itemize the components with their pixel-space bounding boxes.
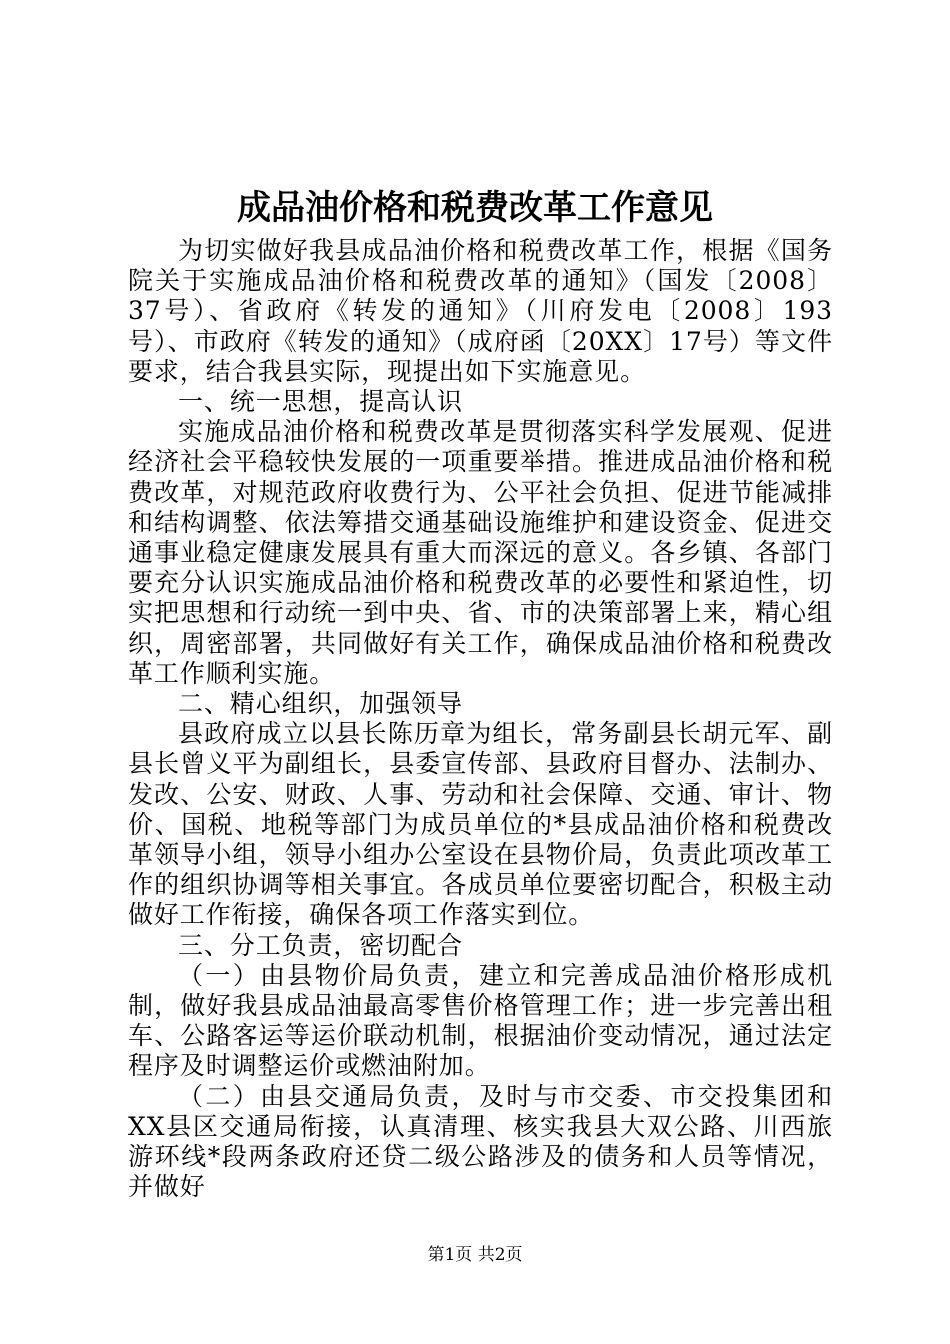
page-footer: 第1页 共2页	[427, 1245, 523, 1265]
document-title: 成品油价格和税费改革工作意见	[237, 188, 713, 228]
paragraph-intro: 为切实做好我县成品油价格和税费改革工作，根据《国务院关于实施成品油价格和税费改革的通知》（国发〔2008〕37号）、省政府《转发的通知》（川府发电〔2008〕193号）、市政府《转发的通知》（成府函〔20XX〕17号）等文件要求，结合我县实际，现提出如下实施意见。	[128, 236, 833, 386]
paragraph-item-2: （二）由县交通局负责，及时与市交委、市交投集团和XX县区交通局衔接，认真清理、核实我县大双公路、川西旅游环线*段两条政府还贷二级公路涉及的债务和人员等情况，并做好	[128, 1081, 833, 1202]
section-heading-2: 二、精心组织，加强领导	[178, 689, 463, 719]
paragraph-section-2: 县政府成立以县长陈历章为组长，常务副县长胡元军、副县长曾义平为副组长，县委宣传部、县政府目督办、法制办、发改、公安、财政、人事、劳动和社会保障、交通、审计、物价、国税、地税等部门为成员单位的*县成品油价格和税费改革领导小组，领导小组办公室设在县物价局，负责此项改革工作的组织协调等相关事宜。各成员单位要密切配合，积极主动做好工作衔接，确保各项工作落实到位。	[128, 719, 833, 930]
document-body	[128, 236, 833, 1203]
section-heading-1: 一、统一思想，提高认识	[178, 387, 463, 417]
paragraph-item-1: （一）由县物价局负责，建立和完善成品油价格形成机制，做好我县成品油最高零售价格管理工作；进一步完善出租车、公路客运等运价联动机制，根据油价变动情况，通过法定程序及时调整运价或燃油附加。	[128, 960, 833, 1081]
paragraph-section-1: 实施成品油价格和税费改革是贯彻落实科学发展观、促进经济社会平稳较快发展的一项重要举措。推进成品油价格和税费改革，对规范政府收费行为、公平社会负担、促进节能减排和结构调整、依法筹措交通基础设施维护和建设资金、促进交通事业稳定健康发展具有重大而深远的意义。各乡镇、各部门要充分认识实施成品油价格和税费改革的必要性和紧迫性，切实把思想和行动统一到中央、省、市的决策部署上来，精心组织，周密部署，共同做好有关工作，确保成品油价格和税费改革工作顺利实施。	[128, 417, 833, 688]
section-heading-3: 三、分工负责，密切配合	[178, 930, 463, 960]
